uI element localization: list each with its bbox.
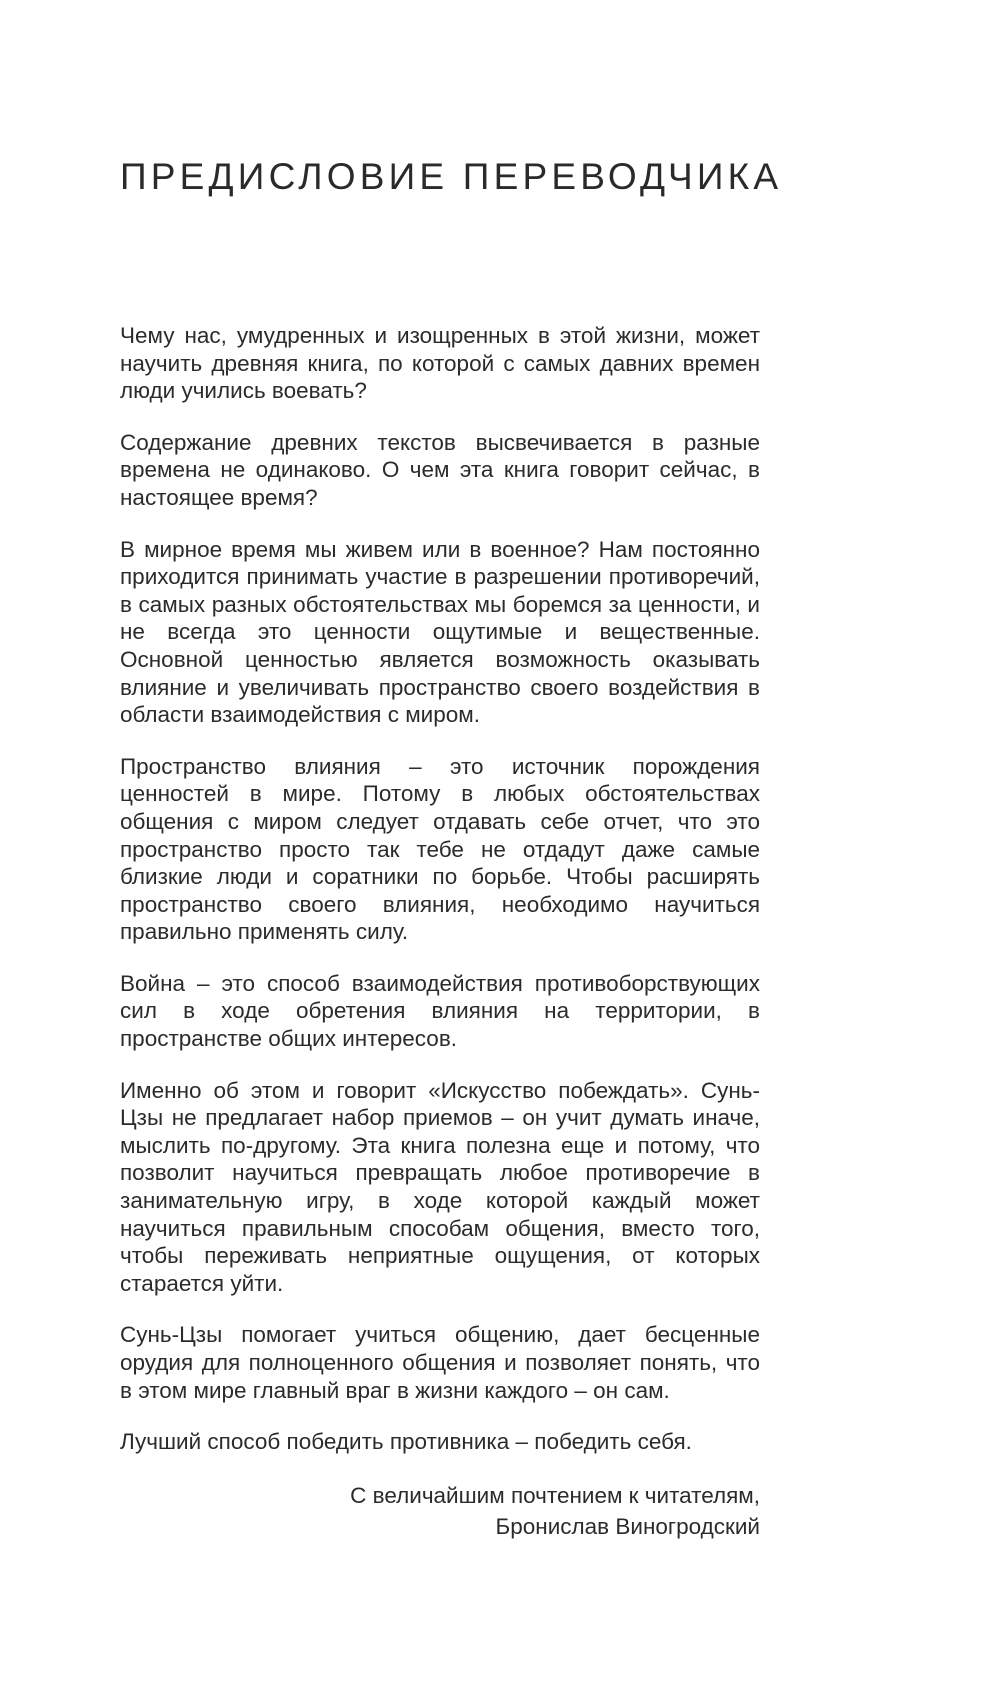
paragraph-8: Лучший способ победить противника – победить себя. [120, 1429, 692, 1455]
paragraph-2: Содержание древних текстов высвечивается в разные времена не одинаково. О чем эта книга говорит сейчас, в настоящее время? [120, 429, 760, 510]
paragraph-1: Чему нас, умудренных и изощренных в этой жизни, может научить древняя книга, по которой с самых давних времен люди учились воевать? [120, 323, 760, 404]
page-title: ПРЕДИСЛОВИЕ ПЕРЕВОДЧИКА [120, 156, 783, 197]
preface-body [120, 322, 760, 1542]
paragraph-7: Сунь-Цзы помогает учиться общению, дает бесценные орудия для полноценного общения и позволяет понять, что в этом мире главный враг в жизни каждого – он сам. [120, 1322, 760, 1403]
signature-author: Бронислав Виногродский [495, 1513, 760, 1539]
signature-dedication: С величайшим почтением к читателям, [350, 1482, 760, 1508]
signature-block [120, 1480, 760, 1542]
paragraph-5: Война – это способ взаимодействия противоборствующих сил в ходе обретения влияния на территории, в пространстве общих интересов. [120, 970, 760, 1052]
book-page [120, 0, 783, 1698]
paragraph-3: В мирное время мы живем или в военное? Нам постоянно приходится принимать участие в разрешении противоречий, в самых разных обстоятельствах мы боремся за ценности, и не всегда это ценности ощутимые и вещественные. Основной ценностью является возможность оказывать влияние и увеличивать пространство своего воздействия в области взаимодействия с миром. [120, 536, 760, 728]
paragraph-6: Именно об этом и говорит «Искусство побеждать». Сунь-Цзы не предлагает набор приемов – он учит думать иначе, мыслить по-другому. Эта книга полезна еще и потому, что позволит научиться превращать любое противоречие в занимательную игру, в ходе которой каждый может научиться правильным способам общения, вместо того, чтобы переживать неприятные ощущения, от которых старается уйти. [120, 1077, 760, 1296]
paragraph-4: Пространство влияния – это источник порождения ценностей в мире. Потому в любых обстоятельствах общения с миром следует отдавать себе отчет, что это пространство просто так тебе не отдадут даже самые близкие люди и соратники по борьбе. Чтобы расширять пространство своего влияния, необходимо научиться правильно применять силу. [120, 753, 760, 945]
